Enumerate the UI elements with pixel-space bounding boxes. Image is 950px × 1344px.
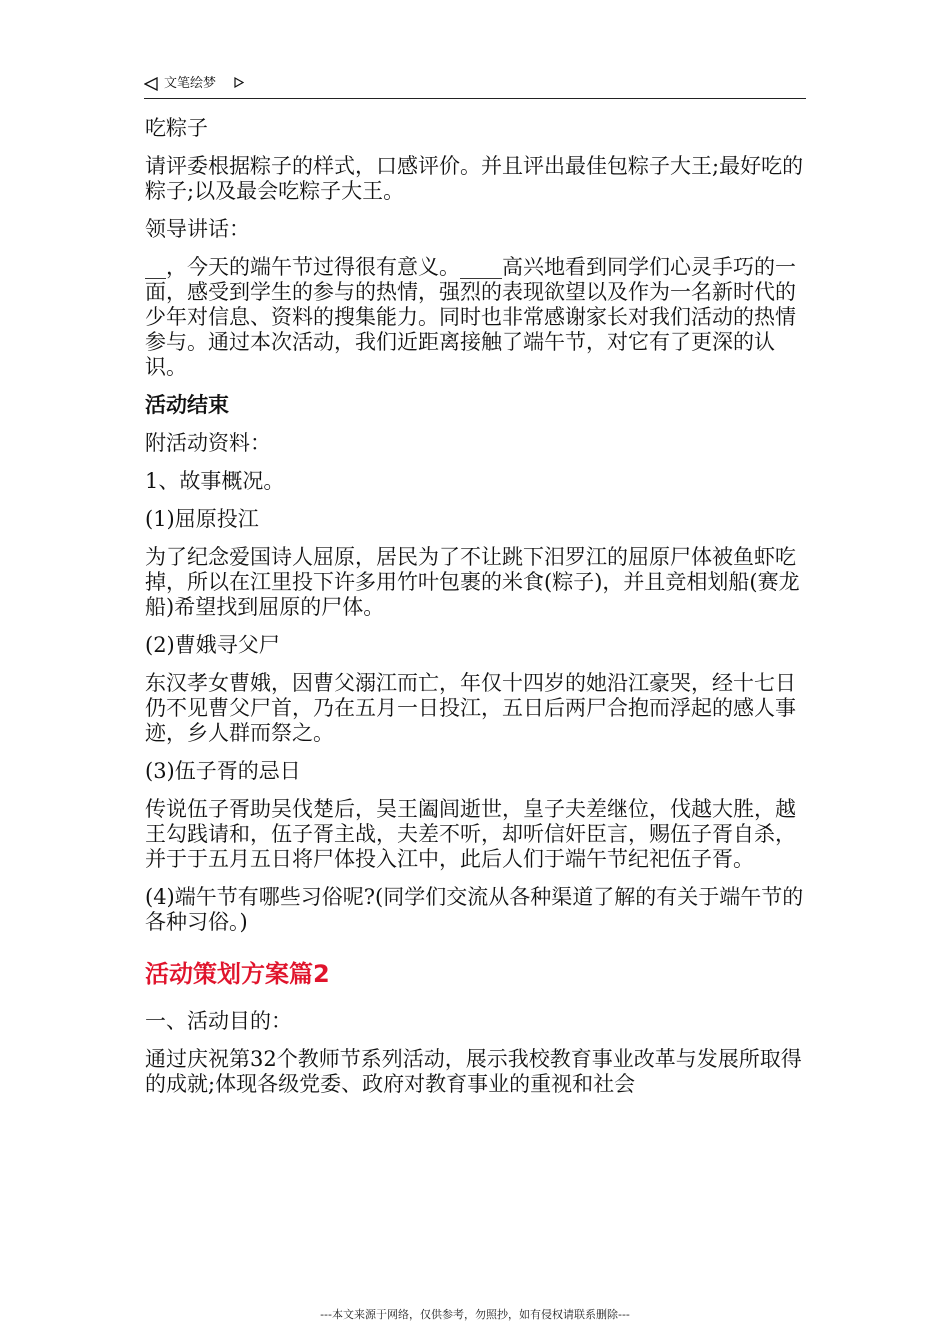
- paragraph-leader-speech: __，今天的端午节过得很有意义。____高兴地看到同学们心灵手巧的一面，感受到学生的参与的热情，强烈的表现欲望以及作为一名新时代的少年对信息、资料的搜集能力。同时也非常感谢家长对我们活动的热情参与。通过本次活动，我们近距离接触了端午节，对它有了更深的认识。: [145, 255, 796, 379]
- paragraph-wuzixu-story: 传说伍子胥助吴伐楚后，吴王阖闾逝世，皇子夫差继位，伐越大胜，越王勾践请和，伍子胥主战，夫差不听，却听信奸臣言，赐伍子胥自杀，并于于五月五日将尸体投入江中，此后人们于端午节纪祀伍子胥。: [145, 797, 796, 871]
- paragraph-eat-zongzi: 吃粽子: [145, 116, 208, 140]
- paragraph-caoe-story: 东汉孝女曹娥，因曹父溺江而亡，年仅十四岁的她沿江豪哭，经十七日仍不见曹父尸首，乃在五月一日投江，五日后两尸合抱而浮起的感人事迹，乡人群而祭之。: [145, 671, 796, 745]
- page-footer: ---本文来源于网络，仅供参考，勿照抄，如有侵权请联系删除---: [320, 1308, 630, 1321]
- paragraph-wuzixu-title: (3)伍子胥的忌日: [145, 759, 301, 783]
- paragraph-caoe-title: (2)曹娥寻父尸: [145, 633, 280, 657]
- paragraph-purpose-label: 一、活动目的：: [145, 1009, 292, 1033]
- section-title-plan-2: 活动策划方案篇2: [145, 960, 330, 988]
- paragraph-appendix-label: 附活动资料：: [145, 431, 271, 455]
- paragraph-story-overview: 1、故事概况。: [145, 469, 285, 493]
- document-body: [145, 116, 810, 1107]
- paragraph-quyuan-title: (1)屈原投江: [145, 507, 259, 531]
- page-header: [144, 72, 806, 99]
- paragraph-quyuan-story: 为了纪念爱国诗人屈原，居民为了不让跳下汨罗江的屈原尸体被鱼虾吃掉，所以在江里投下许多用竹叶包裹的米食(粽子)，并且竞相划船(赛龙船)希望找到屈原的尸体。: [145, 545, 800, 619]
- paragraph-customs-question: (4)端午节有哪些习俗呢?(同学们交流从各种渠道了解的有关于端午节的各种习俗。): [145, 885, 804, 934]
- triangle-right-icon: [234, 77, 244, 88]
- heading-activity-end: 活动结束: [145, 393, 229, 417]
- paragraph-leader-speech-label: 领导讲话：: [145, 217, 250, 241]
- triangle-left-icon: [144, 77, 158, 91]
- paragraph-judging: 请评委根据粽子的样式，口感评价。并且评出最佳包粽子大王;最好吃的粽子;以及最会吃粽子大王。: [145, 154, 804, 203]
- header-brand: 文笔绘梦: [164, 76, 217, 91]
- paragraph-purpose-text: 通过庆祝第32个教师节系列活动，展示我校教育事业改革与发展所取得的成就;体现各级党委、政府对教育事业的重视和社会: [145, 1047, 802, 1096]
